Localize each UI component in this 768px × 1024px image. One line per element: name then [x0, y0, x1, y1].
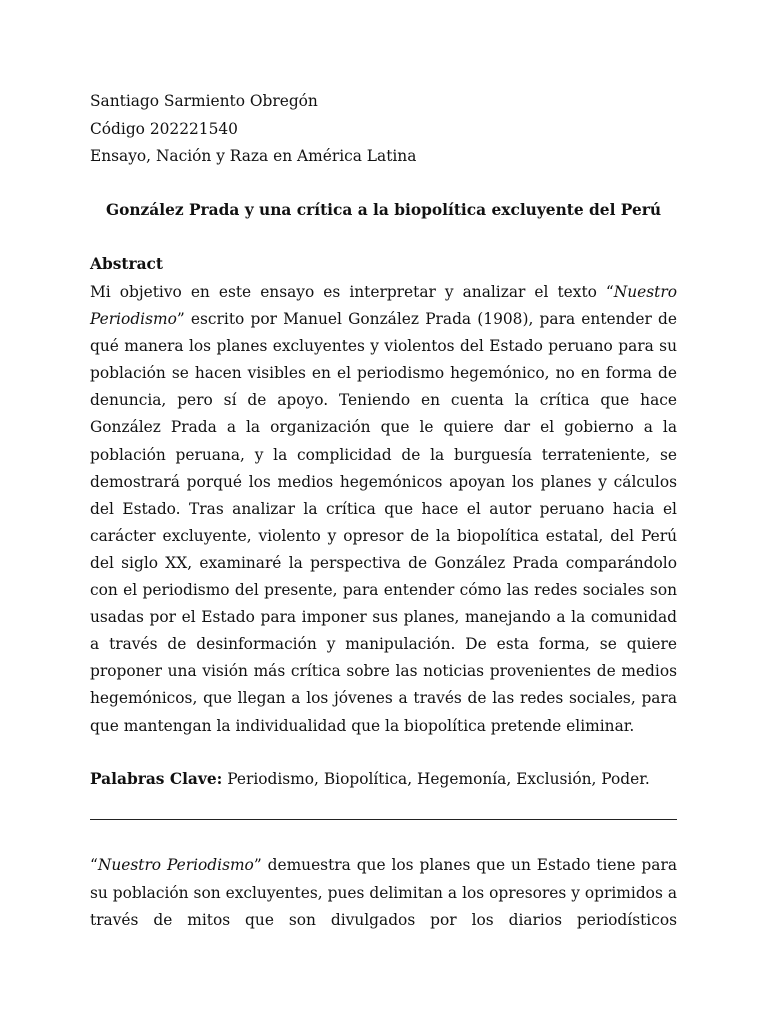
abstract-text: ” escrito por Manuel González Prada (1908), para entender de qué manera los planes excluyentes y violentos del Estado peruano para su población se hacen visibles en el periodismo hegemónico, no en forma de denuncia, pero sí de apoyo. Teniendo en cuenta la crítica que hace González Prada a la organización que le quiere dar el gobierno a la población peruana, y la complicidad de la burguesía terrateniente, se demostrará porqué los medios hegemónicos apoyan los planes y cálculos del Estado. Tras analizar la crítica que hace el autor peruano hacia el carácter excluyente, violento y opresor de la biopolítica estatal, del Perú del siglo XX, examinaré la perspectiva de González Prada comparándolo con el periodismo del presente, para entender cómo las redes sociales son usadas por el Estado para imponer sus planes, manejando a la comunidad a través de desinformación y manipulación. De esta forma, se quiere proponer una visión más crítica sobre las noticias provenientes de medios hegemónicos, que llegan a los jóvenes a través de las redes sociales, para que mantengan la individualidad que la biopolítica pretende eliminar.: [90, 310, 677, 735]
author-name: Santiago Sarmiento Obregón: [90, 92, 318, 110]
abstract-open-quote: Mi objetivo en este ensayo es interpretar y analizar el texto “: [90, 283, 614, 301]
abstract-paragraph: [90, 279, 677, 740]
document-page: [90, 88, 677, 929]
abstract-work-title: Nuestro Periodismo: [90, 283, 677, 329]
body-text: ” demuestra que los planes que un Estado tiene para su población son excluyentes, pues delimitan a los opresores y oprimidos a través de mitos que son divulgados por los diarios periodísticos: [90, 856, 677, 929]
course-name: Ensayo, Nación y Raza en América Latina: [90, 147, 417, 165]
body-work-title: Nuestro Periodismo: [97, 856, 254, 874]
body-paragraph: [90, 852, 677, 935]
body-open-quote: “: [90, 856, 98, 874]
keywords-label: Palabras Clave:: [90, 770, 223, 788]
student-code: Código 202221540: [90, 119, 238, 138]
abstract-heading: Abstract: [90, 255, 164, 273]
essay-title: González Prada y una crítica a la biopolítica excluyente del Perú: [105, 201, 662, 219]
keywords: [90, 768, 677, 790]
keywords-text: Periodismo, Biopolítica, Hegemonía, Exclusión, Poder.: [222, 770, 650, 788]
section-divider: [90, 819, 677, 820]
